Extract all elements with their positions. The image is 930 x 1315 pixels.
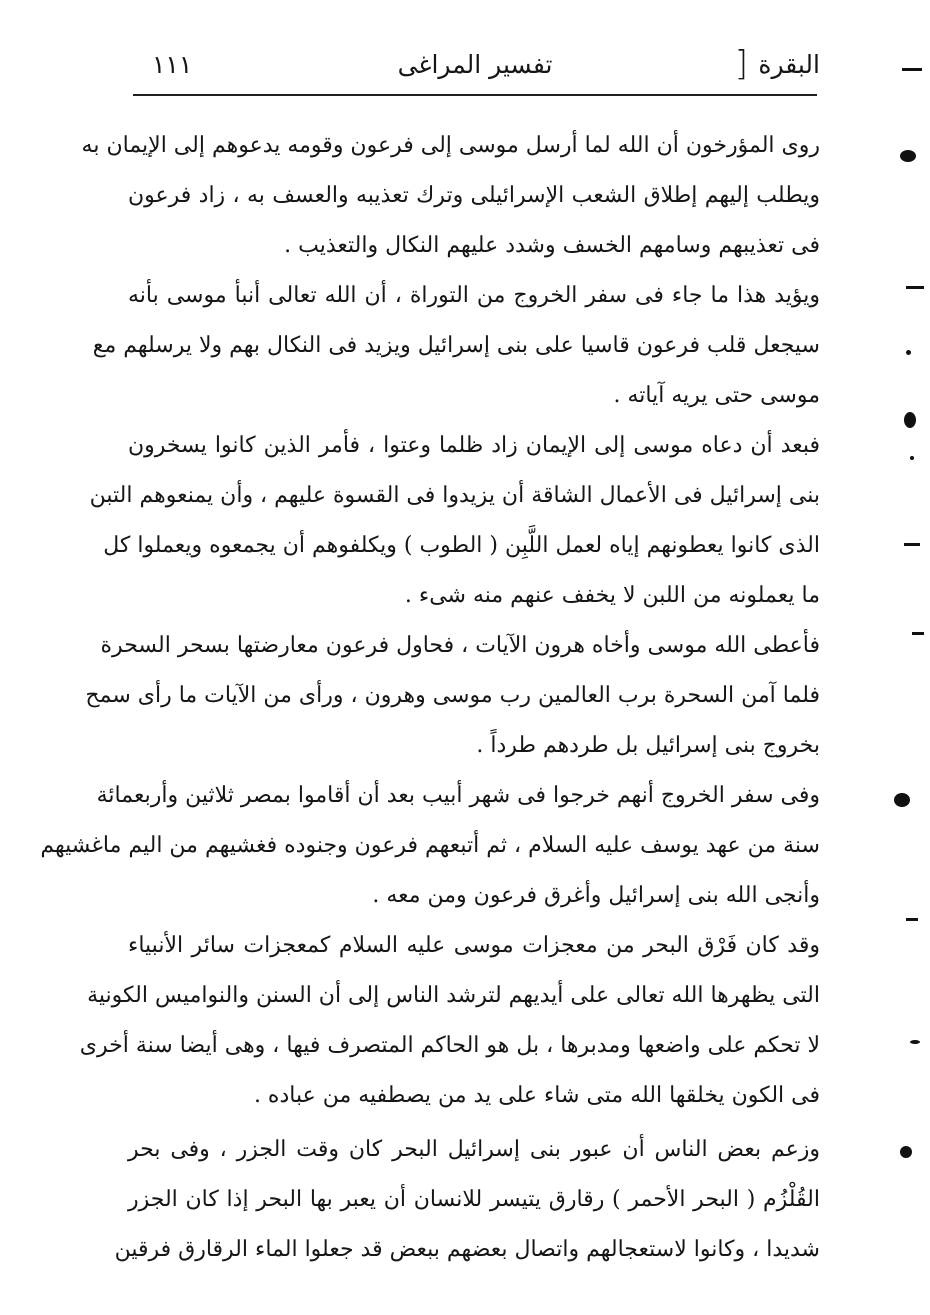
text-line: وزعم بعض الناس أن عبور بنى إسرائيل البحر كان وقت الجزر ، وفى بحر [128,1137,820,1162]
paragraph [114,1130,820,1280]
paragraph [81,126,820,276]
text-line: روى المؤرخون أن الله لما أرسل موسى إلى فرعون وقومه يدعوهم إلى الإيمان به [81,133,820,158]
text-line: وفى سفر الخروج أنهم خرجوا فى شهر أبيب بعد أن أقاموا بمصر ثلاثين وأربعمائة [96,783,820,808]
text-line: بخروج بنى إسرائيل بل طردهم طرداً . [476,733,820,758]
text-line: الذى كانوا يعطونهم إياه لعمل اللَّبِن ( الطوب ) ويكلفوهم أن يجمعوه ويعملوا كل [103,533,820,558]
surah-name: البقرة [758,50,820,79]
text-line: ويؤيد هذا ما جاء فى سفر الخروج من التوراة ، أن الله تعالى أنبأ موسى بأنه [128,283,820,308]
margin-mark [910,456,914,460]
text-line: وقد كان فَرْق البحر من معجزات موسى عليه السلام كمعجزات سائر الأنبياء [128,933,820,958]
text-line: سنة من عهد يوسف عليه السلام ، ثم أتبعهم فرعون وجنوده فغشيهم من اليم ماغشيهم [40,833,820,858]
text-line: فى تعذيبهم وسامهم الخسف وشدد عليهم النكال والتعذيب . [284,233,820,258]
text-line: شديدا ، وكانوا لاستعجالهم واتصال بعضهم ببعض قد جعلوا الماء الرقارق فرقين [114,1237,820,1262]
text-line: سيجعل قلب فرعون قاسيا على بنى إسرائيل ويزيد فى النكال بهم ولا يرسلهم مع [92,333,820,358]
page-number: ١١١ [152,50,193,79]
margin-mark [906,286,924,289]
running-header [130,46,820,90]
margin-mark [910,1040,920,1044]
text-line: موسى حتى يريه آياته . [613,383,820,408]
margin-mark [912,632,924,635]
text-line: التى يظهرها الله تعالى على أيديهم لترشد الناس إلى أن السنن والنواميس الكونية [87,983,820,1008]
text-line: لا تحكم على واضعها ومدبرها ، بل هو الحاكم المتصرف فيها ، وهى أيضا سنة أخرى [79,1033,820,1058]
text-line: فأعطى الله موسى وأخاه هرون الآيات ، فحاول فرعون معارضتها بسحر السحرة [100,633,820,658]
paragraph [79,926,820,1126]
margin-mark [906,350,911,355]
text-line: بنى إسرائيل فى الأعمال الشاقة أن يزيدوا فى القسوة عليهم ، وأن يمنعوهم التبن [89,483,820,508]
margin-mark [894,793,910,807]
margin-mark [900,1146,912,1158]
header-rule [133,94,817,96]
body-text [40,126,820,1280]
header-bracket: ] [734,44,748,84]
text-line: فبعد أن دعاه موسى إلى الإيمان زاد ظلما وعتوا ، فأمر الذين كانوا يسخرون [128,433,820,458]
text-line: ما يعملونه من اللبن لا يخفف عنهم منه شىء . [404,583,820,608]
text-line: القُلْزُم ( البحر الأحمر ) رقارق يتيسر للانسان أن يعبر بها البحر إذا كان الجزر [128,1187,820,1212]
margin-mark [900,150,916,162]
text-line: ويطلب إليهم إطلاق الشعب الإسرائيلى وترك تعذيبه والعسف به ، زاد فرعون [128,183,820,208]
margin-mark [904,412,916,428]
text-line: وأنجى الله بنى إسرائيل وأغرق فرعون ومن معه . [372,883,820,908]
paragraph [85,626,820,776]
margin-mark [904,543,920,546]
paragraph [40,776,820,926]
margin-mark [906,918,918,921]
text-line: فى الكون يخلقها الله متى شاء على يد من يصطفيه من عباده . [253,1083,820,1108]
margin-mark [902,68,922,71]
book-title: تفسير المراغى [397,50,553,79]
text-line: فلما آمن السحرة برب العالمين رب موسى وهرون ، ورأى من الآيات ما رأى سمح [85,683,820,708]
paragraph [89,426,820,626]
paragraph [92,276,820,426]
